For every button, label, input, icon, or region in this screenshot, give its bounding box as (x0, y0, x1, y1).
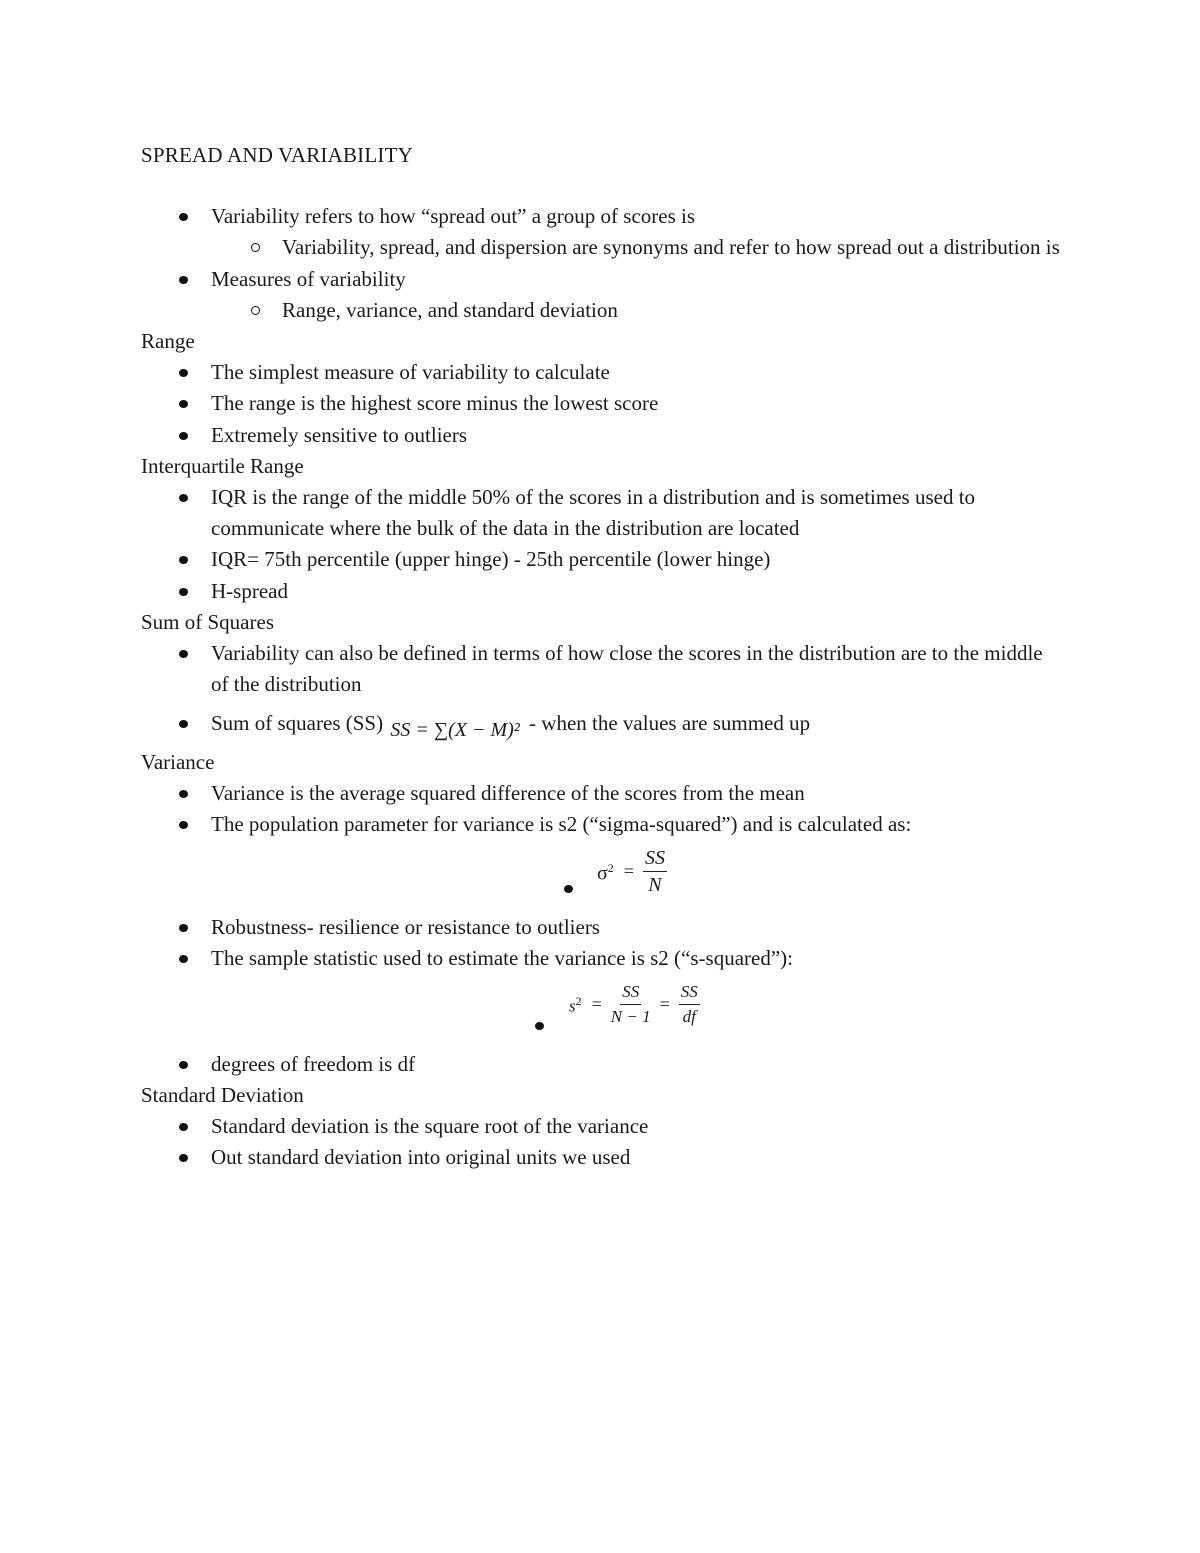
list-item (141, 576, 1061, 607)
list-item-text: The population parameter for variance is s2 (“sigma-squared”) and is calculated as: (211, 812, 912, 837)
sample-variance-formula (569, 981, 703, 1028)
sub-list-item (211, 295, 1061, 326)
bullet-icon (179, 213, 188, 221)
list-item (141, 1049, 1061, 1080)
document-page (141, 140, 1061, 1173)
hollow-bullet-icon (251, 306, 260, 315)
fraction (643, 846, 667, 897)
bullet-icon (179, 556, 188, 564)
bullet-icon (179, 494, 188, 502)
bullet-icon (535, 1022, 544, 1030)
bullet-icon (179, 1154, 188, 1162)
bullet-icon (179, 924, 188, 932)
bullet-icon (179, 588, 188, 596)
list-item-text-suffix: - when the values are summed up (529, 711, 811, 736)
section-heading-variance: Variance (141, 749, 215, 774)
hollow-bullet-icon (251, 243, 260, 252)
bullet-icon (179, 955, 188, 963)
list-item (141, 809, 1061, 840)
list-item-formula (141, 975, 1061, 1049)
list-item-text: The sample statistic used to estimate the variance is s2 (“s-squared”): (211, 946, 793, 971)
fraction-denominator: df (682, 1006, 696, 1026)
list-item (141, 912, 1061, 943)
fraction (679, 981, 700, 1028)
list-item (141, 544, 1061, 575)
iqr-list (141, 482, 1061, 607)
fraction-denominator: N − 1 (610, 1006, 651, 1026)
list-item (141, 482, 1061, 544)
list-item-text: IQR= 75th percentile (upper hinge) - 25th percentile (lower hinge) (211, 547, 771, 572)
section-heading-standard-deviation: Standard Deviation (141, 1082, 304, 1107)
bullet-icon (179, 790, 188, 798)
list-item-text: Variability can also be defined in terms of how close the scores in the distribution are to the middle of the distribution (211, 641, 1043, 697)
bullet-icon (179, 369, 188, 377)
list-item (141, 357, 1061, 388)
list-item (141, 201, 1061, 263)
equals-sign: = (591, 993, 602, 1014)
sub-list-item (211, 232, 1061, 263)
list-item-text: Variability refers to how “spread out” a group of scores is (211, 204, 696, 229)
range-list (141, 357, 1061, 451)
list-item-formula (141, 840, 1061, 912)
fraction-denominator: N (648, 874, 662, 897)
list-item (141, 778, 1061, 809)
list-item (141, 420, 1061, 451)
list-item-text: Variance is the average squared difference of the scores from the mean (211, 780, 805, 805)
sum-of-squares-list (141, 638, 1061, 747)
list-item-text: Extremely sensitive to outliers (211, 422, 468, 447)
bullet-icon (179, 650, 188, 658)
section-heading-iqr: Interquartile Range (141, 453, 304, 478)
list-item (141, 708, 1061, 746)
list-item (141, 943, 1061, 974)
bullet-icon (179, 276, 188, 284)
equals-sign: = (659, 993, 670, 1014)
bullet-icon (179, 1123, 188, 1131)
list-item-text: H-spread (211, 578, 288, 603)
list-item-text: The simplest measure of variability to calculate (211, 360, 610, 385)
sub-list (211, 295, 1061, 326)
bullet-icon (179, 400, 188, 408)
list-item-text: IQR is the range of the middle 50% of the scores in a distribution and is sometimes used to communicate where the bulk of the data in the distribution are located (211, 485, 976, 541)
formula-lhs: $\sigma^2$ (597, 861, 614, 885)
list-item (141, 264, 1061, 326)
fraction (611, 981, 651, 1028)
list-item (141, 1142, 1061, 1173)
list-item-text: Robustness- resilience or resistance to outliers (211, 915, 600, 940)
list-item-text: degrees of freedom is df (211, 1051, 416, 1076)
list-item-text: Sum of squares (SS) (211, 711, 384, 736)
bullet-icon (179, 821, 188, 829)
standard-deviation-list (141, 1111, 1061, 1173)
formula-lhs: $s^2$ (569, 994, 582, 1016)
intro-list (141, 201, 1061, 326)
list-item (141, 638, 1061, 700)
sum-of-squares-formula: SS = ∑(X − M)² (390, 719, 520, 742)
list-item-text: Standard deviation is the square root of the variance (211, 1114, 649, 1139)
list-item-text: Out standard deviation into original units we used (211, 1145, 631, 1170)
section-heading-range: Range (141, 329, 195, 354)
list-item (141, 1111, 1061, 1142)
section-heading-sum-of-squares: Sum of Squares (141, 609, 274, 634)
bullet-icon (179, 432, 188, 440)
sub-list (211, 232, 1061, 263)
variance-list (141, 778, 1061, 1080)
bullet-icon (179, 720, 188, 728)
sub-list-item-text: Range, variance, and standard deviation (282, 297, 618, 322)
fraction-numerator: SS (643, 846, 667, 872)
bullet-icon (564, 885, 573, 893)
sub-list-item-text: Variability, spread, and dispersion are synonyms and refer to how spread out a distribution is (282, 235, 1060, 260)
list-item-text: Measures of variability (211, 266, 406, 291)
population-variance-formula (597, 846, 670, 897)
document-title: SPREAD AND VARIABILITY (141, 143, 413, 167)
equals-sign: = (623, 861, 634, 882)
bullet-icon (179, 1061, 188, 1069)
list-item (141, 388, 1061, 419)
fraction-numerator: SS (620, 981, 641, 1005)
fraction-numerator: SS (679, 981, 700, 1005)
list-item-text: The range is the highest score minus the lowest score (211, 391, 659, 416)
